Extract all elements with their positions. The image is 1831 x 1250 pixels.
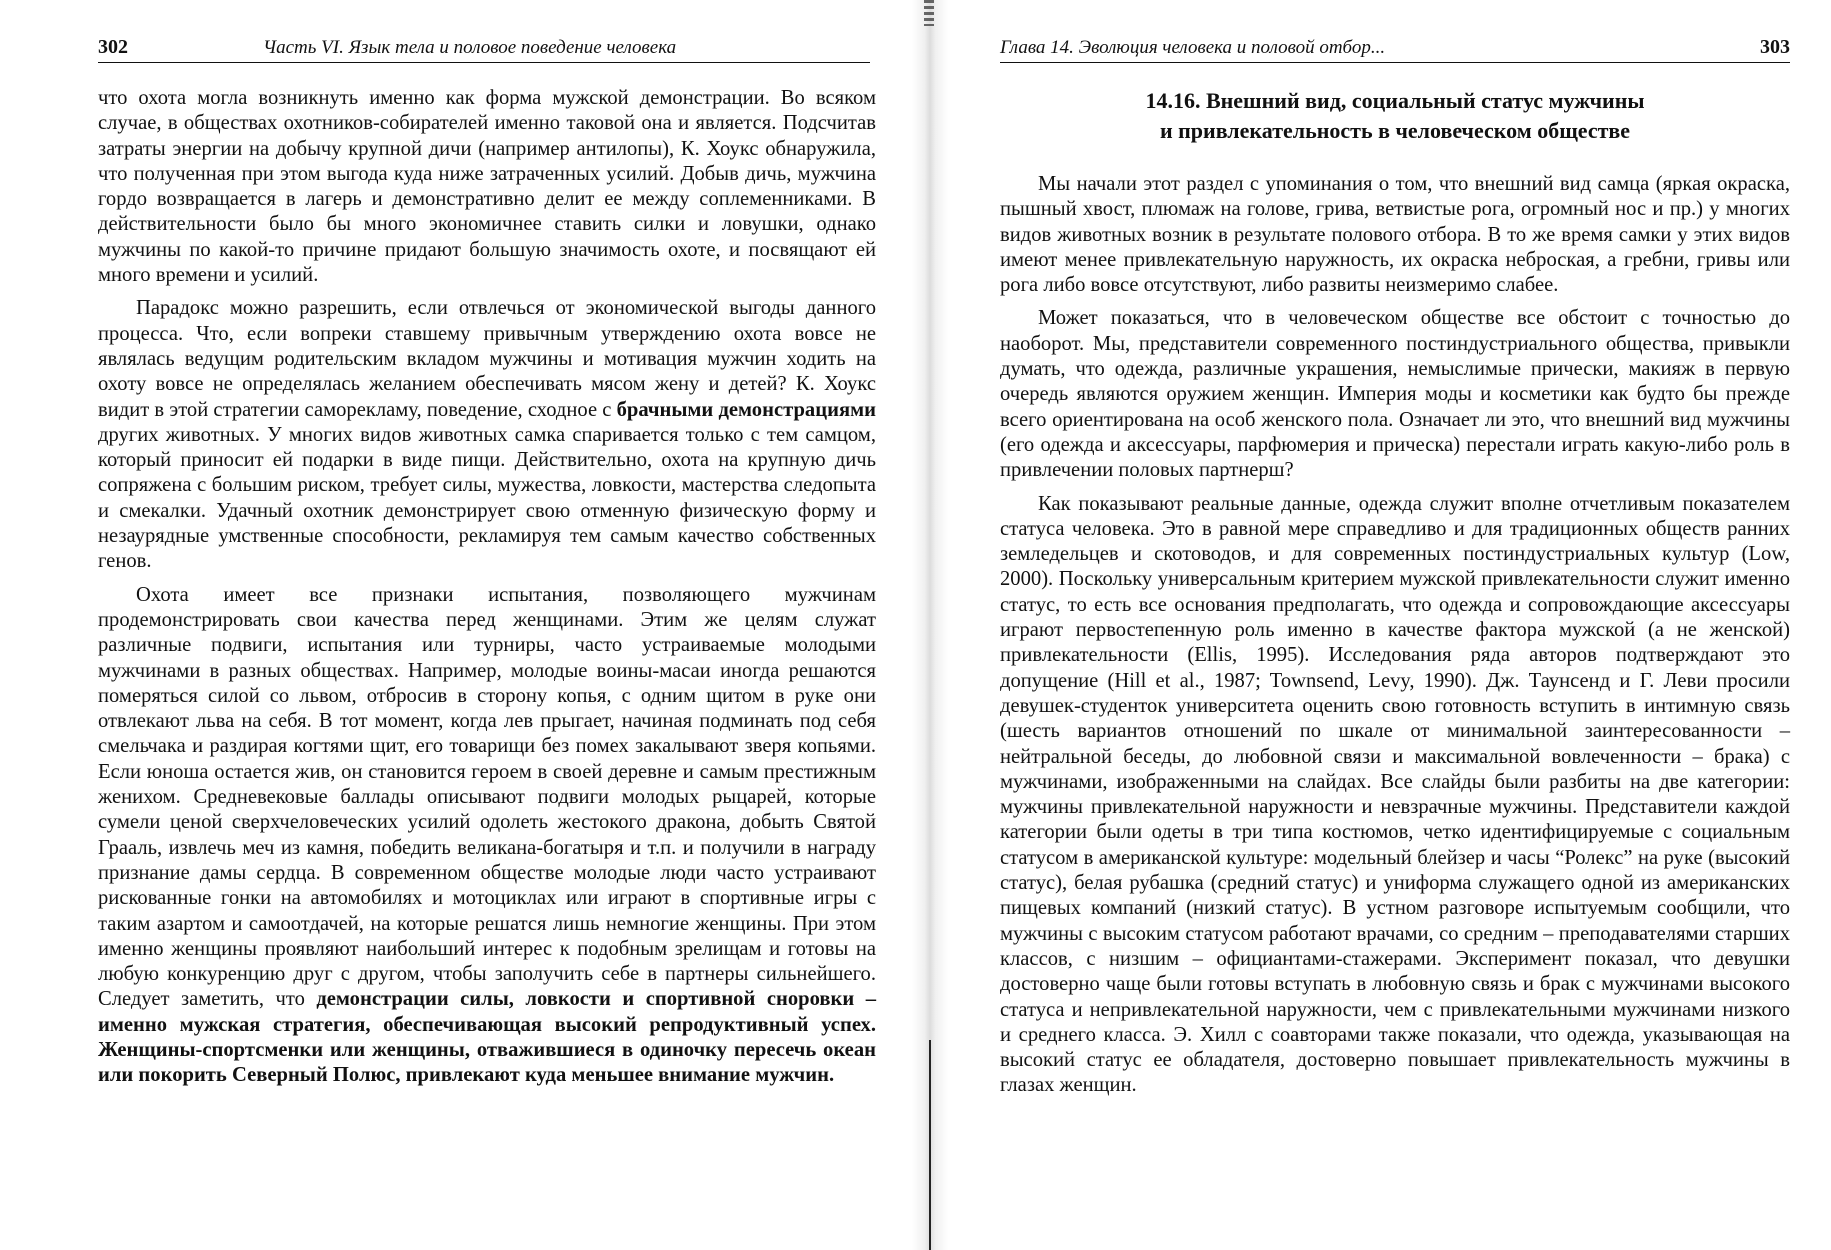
- spine-artifact: [924, 0, 934, 26]
- text-run: что охота могла возникнуть именно как форма мужской демонстрации. Во всяком случае, в обществах охотников-собирателей именно таковой она и является. Подсчитав затраты энергии на добычу крупной дичи (например антилопы), К. Хоукс обнаружила, что полученная при этом выгода куда ниже затраченных усилий. Добыв дичь, мужчина гордо возвращается в лагерь и демонстративно делит ее между соплеменниками. В действительности было бы много экономичнее ставить силки и ловушки, однако мужчины по какой-то причине придают большую значимость охоте, и посвящают ей много времени и усилий.: [98, 87, 876, 287]
- section-heading-line-2: и привлекательность в человеческом обществе: [1159, 118, 1631, 143]
- left-page: [0, 0, 900, 1250]
- section-heading-line-1: 14.16. Внешний вид, социальный статус мужчины: [1145, 88, 1645, 113]
- paragraph: [1000, 172, 1790, 298]
- text-run: Как показывают реальные данные, одежда служит вполне отчетливым показателем статуса человека. Это в равной мере справедливо и для традиционных обществ ранних земледельцев и скотоводов, и для современных постиндустриальных культур (Low, 2000). Поскольку универсальным критерием мужской привлекательности служит именно статус, то есть все основания предполагать, что одежда и сопровождающие аксессуары играют первостепенную роль именно в качестве фактора мужской (а не женской) привлекательности (Ellis, 1995). Исследования ряда авторов подтверждают это допущение (Hill et al., 1987; Townsend, Levy, 1990). Дж. Таунсенд и Г. Леви просили девушек-студенток университета оценить свою готовность вступить в интимную связь (шесть вариантов отношений по шкале от минимальной заинтересованности – нейтральной беседы, до любовной связи и максимальной вовлеченности – брака) с мужчинами, изображенными на слайдах. Все слайды были разбиты на две категории: мужчины привлекательной наружности и невзрачные мужчины. Представители каждой категории были одеты в три типа костюмов, четко идентифицируемые с социальным статусом в американской культуре: модельный блейзер и часы “Ролекс” на руке (высокий статус), белая рубашка (средний статус) и униформа служащего одной из американских пищевых компаний (низкий статус). В устном разговоре испытуемым сообщили, что мужчины с высоким статусом работают врачами, со средним – преподавателями старших классов, с низшим – официантами-стажерами. Эксперимент показал, что девушки достоверно чаще были готовы вступать в любовную связь и брак с мужчинами высокого статуса и непривлекательной наружности, чем с привлекательными мужчинами низкого и среднего класса. Э. Хилл с соавторами также показали, что одежда, указывающая на высокий статус ее обладателя, достоверно повышает привлекательность мужчины в глазах женщин.: [1000, 492, 1790, 1097]
- paragraph: [1000, 306, 1790, 483]
- text-run: Охота имеет все признаки испытания, позволяющего мужчинам продемонстрировать свои качества перед женщинами. Этим же целям служат различные подвиги, испытания или турниры, часто устраиваемые молодыми мужчинами в разных обществах. Например, молодые воины-масаи иногда решаются померяться силой со львом, отбросив в сторону копья, с одним щитом в руке они отвлекают льва на себя. В тот момент, когда лев прыгает, начиная подминать под себя смельчака и раздирая когтями щит, его товарищи без помех закалывают зверя копьями. Если юноша остается жив, он становится героем в своей деревне и самым престижным женихом. Средневековые баллады описывают подвиги молодых рыцарей, которые сумели ценой сверхчеловеческих усилий одолеть жестокого дракона, добыть Святой Грааль, извлечь меч из камня, победить великана-богатыря и т.п. и получили в награду признание дамы сердца. В современном обществе молодые люди часто устраивают рискованные гонки на автомобилях и мотоциклах или играют в спортивные игры с таким азартом и самоотдачей, на которые решатся лишь немногие женщины. При этом именно женщины проявляют наибольший интерес к подобным зрелищам и готовы на любую конкуренцию друг с другом, чтобы заполучить себе в партнеры сильнейшего. Следует заметить, что: [98, 583, 876, 1011]
- bold-text-run: брачными демонстрациями: [616, 398, 876, 421]
- section-heading: [1000, 86, 1790, 146]
- spine-shadow-line: [929, 1040, 931, 1250]
- paragraph: [98, 296, 876, 574]
- left-page-number: 302: [98, 36, 128, 58]
- paragraph: [1000, 492, 1790, 1099]
- right-body-text: [1000, 172, 1790, 1107]
- paragraph: [98, 86, 876, 288]
- left-body-text: [98, 86, 876, 1097]
- text-run: других животных. У многих видов животных самка спаривается только с тем самцом, который приносит ей подарки в виде пищи. Действительно, охота на крупную дичь сопряжена с большим риском, требует силы, мужества, ловкости, мастерства следопыта и смекалки. Удачный охотник демонстрирует свою отменную физическую форму и незаурядные умственные способности, рекламируя тем самым качество собственных генов.: [98, 423, 876, 573]
- paragraph: [98, 583, 876, 1089]
- text-run: Мы начали этот раздел с упоминания о том, что внешний вид самца (яркая окраска, пышный хвост, плюмаж на голове, грива, ветвистые рога, огромный нос и пр.) у многих видов животных возник в результате полового отбора. В то же время самки у этих видов имеют менее привлекательную наружность, их окраска неброская, а гребни, гривы или рога либо вовсе отсутствуют, либо развиты неизмеримо слабее.: [1000, 173, 1790, 297]
- right-page: [960, 0, 1831, 1250]
- right-running-head-title: Глава 14. Эволюция человека и половой отбор...: [1000, 37, 1386, 58]
- left-running-head: [98, 36, 870, 63]
- right-running-head: [1000, 36, 1790, 63]
- left-running-head-title: Часть VI. Язык тела и половое поведение человека: [263, 37, 677, 58]
- bold-text-run: демонстрации силы, ловкости и спортивной сноровки – именно мужская стратегия, обеспечивающая высокий репродуктивный успех. Женщины-спортсменки или женщины, отважившиеся в одиночку пересечь океан или покорить Северный Полюс, привлекают куда меньшее внимание мужчин.: [98, 988, 876, 1087]
- text-run: Может показаться, что в человеческом обществе все обстоит с точностью до наоборот. Мы, представители современного постиндустриального общества, привыкли думать, что одежда, различные украшения, немыслимые прически, макияж в первую очередь являются оружием женщин. Империя моды и косметики как будто бы прежде всего ориентирована на особ женского пола. Означает ли это, что внешний вид мужчины (его одежда и аксессуары, парфюмерия и прическа) перестали играть какую-либо роль в привлечении половых партнерш?: [1000, 307, 1790, 482]
- text-run: Парадокс можно разрешить, если отвлечься от экономической выгоды данного процесса. Что, если вопреки ставшему привычным утверждению охота вовсе не являлась ведущим родительским вкладом мужчины и мотивация мужчин ходить на охоту вовсе не определялась желанием обеспечивать мясом жену и детей? К. Хоукс видит в этой стратегии саморекламу, поведение, сходное с: [98, 297, 876, 421]
- right-page-number: 303: [1760, 36, 1790, 58]
